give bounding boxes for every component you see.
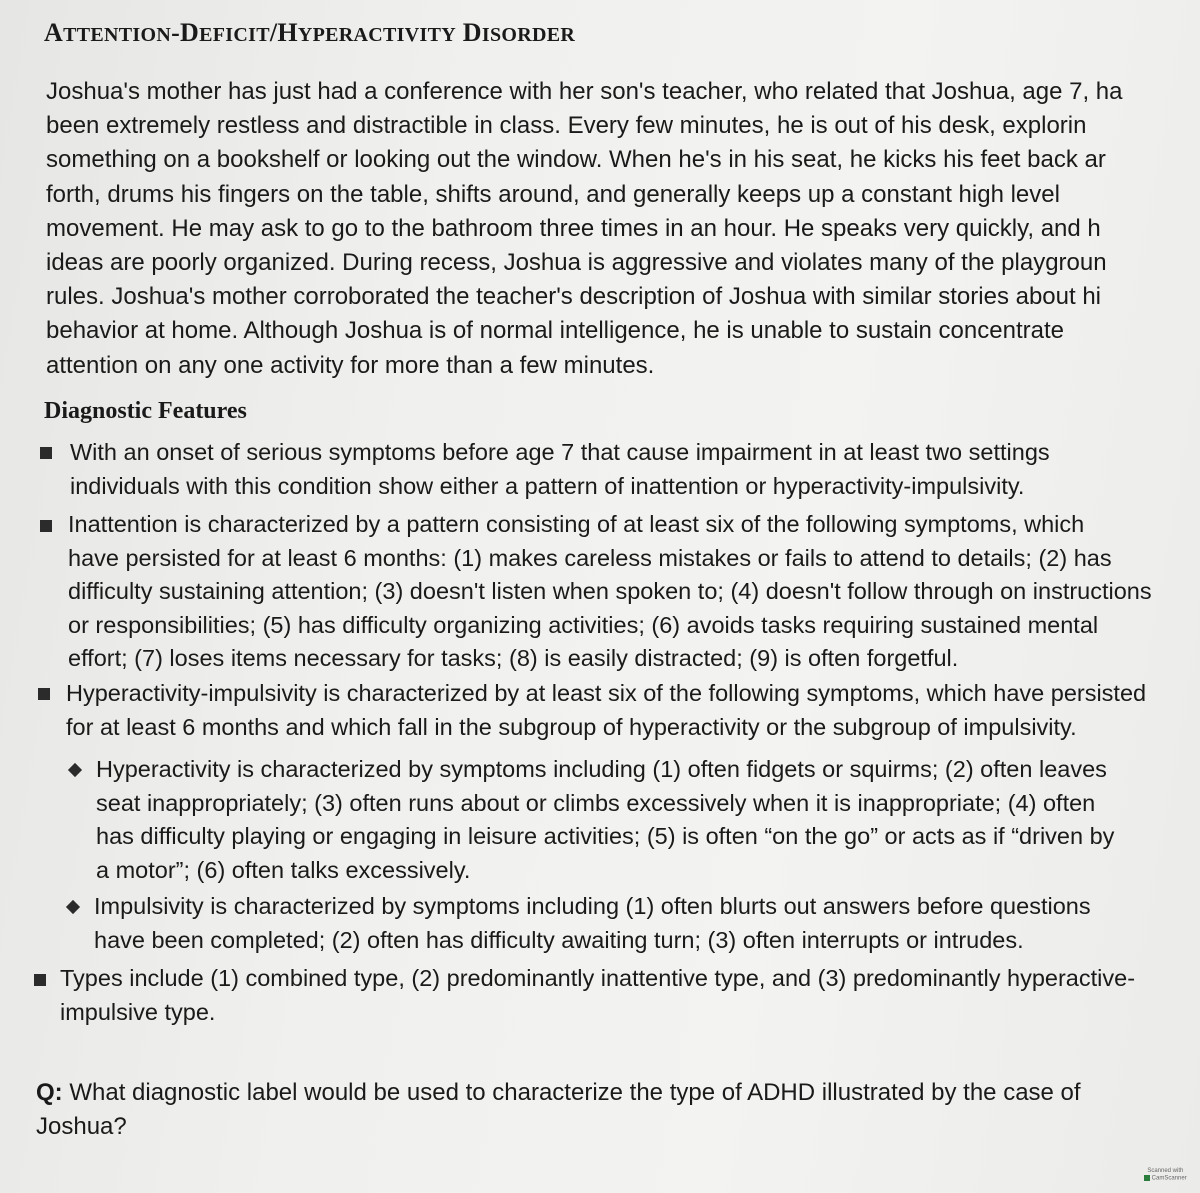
section-heading: Diagnostic Features (44, 398, 247, 424)
camscanner-badge (1144, 1168, 1187, 1183)
camscanner-logo-icon (1144, 1175, 1150, 1181)
question-label: Q: (36, 1079, 63, 1106)
feature-item-types: Types include (1) combined type, (2) predominantly inattentive type, and (3) predominantly hyperactive- impulsive type. (60, 965, 1136, 1025)
square-bullet-icon (34, 974, 46, 986)
title-word-1: ATTENTION (44, 18, 172, 47)
title-word-2: DEFICIT (180, 18, 270, 47)
feature-item-inattention: Inattention is characterized by a pattern consisting of at least six of the following symptoms, which have persisted for at least 6 months: (1) makes careless mistakes or fails to attend to details; (2) has difficulty sustaining attention; (3) doesn't listen when spoken to; (4) doesn't follow through on instructions or responsibilities; (5) has difficulty organizing activities; (6) avoids tasks requiring sustained mental effort; (7) loses items necessary for tasks; (8) is easily distracted; (9) is often forgetful. (68, 511, 1152, 672)
question-text: What diagnostic label would be used to characterize the type of ADHD illustrated by the case of Joshua? (36, 1079, 1081, 1140)
camscanner-line1: Scanned with (1147, 1168, 1184, 1174)
title-word-3: HYPERACTIVITY (277, 18, 456, 47)
title-word-4: DISORDER (462, 18, 576, 47)
square-bullet-icon (40, 447, 52, 459)
camscanner-line2: CamScanner (1151, 1175, 1187, 1182)
square-bullet-icon (38, 688, 50, 700)
diamond-bullet-icon (66, 900, 80, 914)
subfeature-hyperactivity: Hyperactivity is characterized by symptoms including (1) often fidgets or squirms; (2) often leaves seat inappropriately; (3) often runs about or climbs excessively when it is inappropriate; (4) often has difficulty playing or engaging in leisure activities; (5) is often “on the go” or acts as if “driven by a motor”; (6) often talks excessively. (96, 756, 1115, 883)
case-description: Joshua's mother has just had a conference with her son's teacher, who related that Joshua, age 7, ha been extremely restless and distractible in class. Every few minutes, he is out of his desk, explorin something on a bookshelf or looking out the window. When he's in his seat, he kicks his feet back ar forth, drums his fingers on the table, shifts around, and generally keeps up a constant high level movement. He may ask to go to the bathroom three times in an hour. He speaks very quickly, and h ideas are poorly organized. During recess, Joshua is aggressive and violates many of the playgroun rules. Joshua's mother corroborated the teacher's description of Joshua with similar stories about hi behavior at home. Although Joshua is of normal intelligence, he is unable to sustain concentrate attention on any one activity for more than a few minutes. (46, 78, 1123, 379)
subfeature-impulsivity: Impulsivity is characterized by symptoms including (1) often blurts out answers before questions have been completed; (2) often has difficulty awaiting turn; (3) often interrupts or intrudes. (94, 893, 1091, 953)
square-bullet-icon (40, 520, 52, 532)
page-title: ATTENTION-DEFICIT/HYPERACTIVITY DISORDER (44, 18, 576, 47)
question (36, 1076, 1200, 1144)
diamond-bullet-icon (68, 763, 82, 777)
feature-item-hyperactivity-impulsivity: Hyperactivity-impulsivity is characterized by at least six of the following symptoms, which have persisted for at least 6 months and which fall in the subgroup of hyperactivity or the subgroup of impulsivity. (66, 680, 1147, 740)
feature-item-onset: With an onset of serious symptoms before age 7 that cause impairment in at least two settings individuals with this condition show either a pattern of inattention or hyperactivity-impulsivity. (70, 439, 1050, 499)
